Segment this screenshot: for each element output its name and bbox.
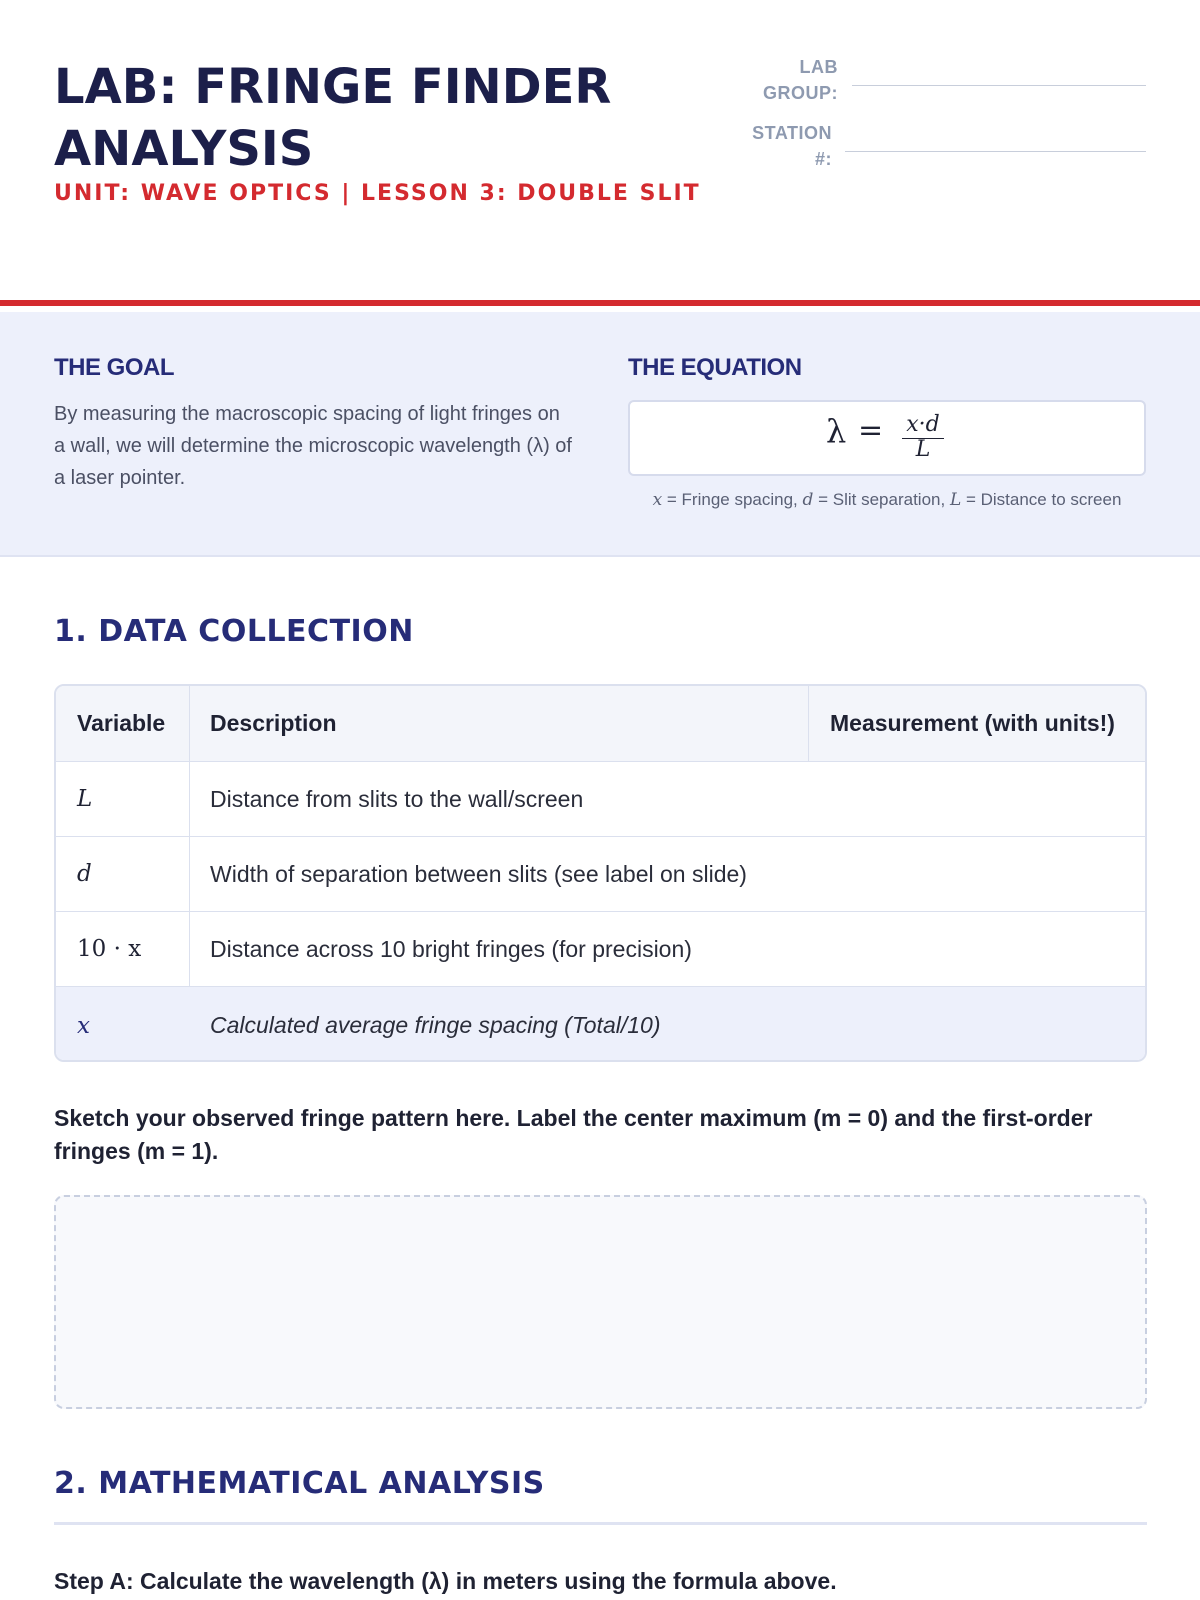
table-header-row [56, 686, 1147, 762]
equation-lhs: λ [826, 412, 847, 450]
section-divider [54, 1522, 1147, 1525]
description-cell: Distance across 10 bright fringes (for precision) [210, 935, 692, 962]
measurement-cell[interactable] [809, 987, 1147, 1062]
measurement-cell[interactable] [809, 912, 1147, 986]
variable-cell: L [56, 762, 190, 836]
equation-denominator: L [915, 437, 931, 462]
step-a-instruction: Step A: Calculate the wavelength (λ) in meters using the formula above. [54, 1568, 837, 1594]
data-table [54, 684, 1147, 1062]
station-input-line[interactable] [845, 151, 1146, 152]
table-row [56, 912, 1147, 987]
lab-group-label-line2: GROUP: [763, 83, 838, 103]
page-title: LAB: FRINGE FINDER ANALYSIS [54, 59, 612, 177]
table-row-calculated [56, 987, 1147, 1062]
description-cell: Distance from slits to the wall/screen [210, 785, 584, 812]
column-header-description: Description [190, 686, 809, 761]
lab-group-field [748, 54, 838, 106]
measurement-cell[interactable] [809, 837, 1147, 911]
goal-heading: THE GOAL [54, 354, 174, 381]
sketch-prompt: Sketch your observed fringe pattern here. Label the center maximum (m = 0) and the first-order fringes (m = 1). [54, 1105, 1093, 1164]
worksheet-header [0, 0, 1200, 306]
variable-cell: x [77, 1012, 90, 1039]
lab-group-input-line[interactable] [852, 85, 1146, 86]
measurement-cell[interactable] [809, 762, 1147, 836]
variable-cell: 10 · x [56, 912, 190, 986]
column-header-variable: Variable [56, 686, 190, 761]
equation-equals: = [858, 413, 884, 448]
station-label-line1: STATION [752, 123, 832, 143]
table-row [56, 837, 1147, 912]
table-row [56, 762, 1147, 837]
goal-text: By measuring the macroscopic spacing of light fringes on a wall, we will determine the microscopic wavelength (λ) of a laser pointer. [54, 403, 572, 489]
equation-caption: x = Fringe spacing, d = Slit separation, L = Distance to screen [652, 490, 1122, 510]
data-collection-heading: 1. DATA COLLECTION [54, 614, 414, 649]
description-cell: Calculated average fringe spacing (Total/10) [210, 1012, 661, 1038]
unit-lesson-subtitle: UNIT: WAVE OPTICS | LESSON 3: DOUBLE SLIT [54, 181, 701, 206]
variable-cell: d [56, 837, 190, 911]
lab-group-label-line1: LAB [799, 57, 838, 77]
equation-numerator: x·d [906, 412, 940, 437]
station-field [740, 120, 832, 172]
analysis-heading: 2. MATHEMATICAL ANALYSIS [54, 1466, 545, 1501]
sketch-area[interactable] [54, 1195, 1147, 1409]
equation-box [628, 400, 1146, 476]
description-cell: Width of separation between slits (see label on slide) [210, 860, 747, 887]
column-header-measurement: Measurement (with units!) [830, 710, 1115, 736]
station-label-line2: #: [814, 149, 832, 169]
equation-heading: THE EQUATION [628, 354, 802, 381]
